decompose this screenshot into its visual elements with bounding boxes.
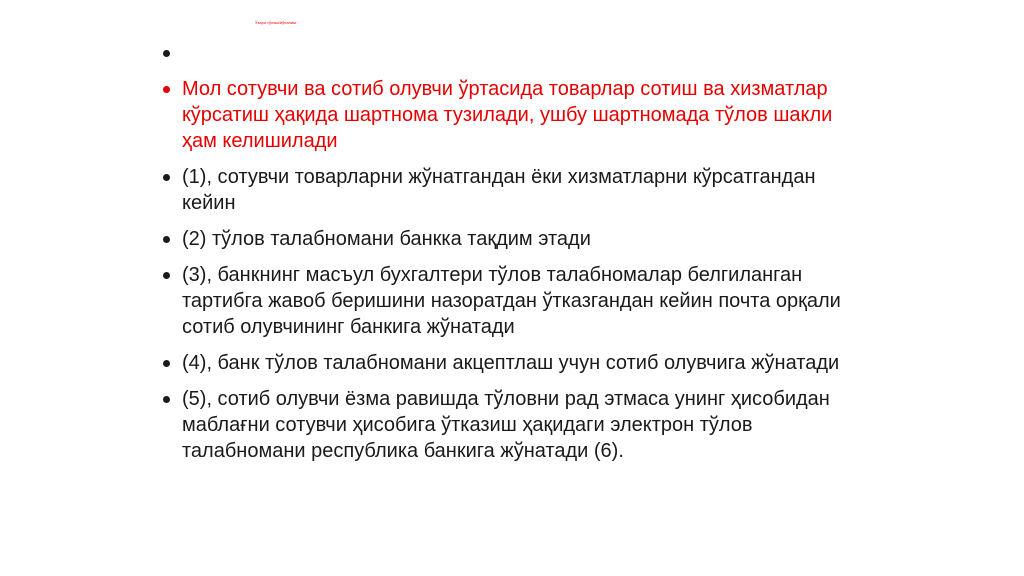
bullet-step-1 xyxy=(160,164,860,216)
bullet-dot-icon xyxy=(163,86,170,93)
bullet-dot-icon xyxy=(163,396,170,403)
bullet-step-4 xyxy=(160,350,860,376)
bullet-step-3 xyxy=(160,262,860,340)
bullet-dot-icon xyxy=(163,236,170,243)
bullet-contract xyxy=(160,76,860,154)
bullet-list xyxy=(160,40,860,474)
bullet-dot-icon xyxy=(163,360,170,367)
bullet-text: (2) тўлов талабномани банкка тақдим этади xyxy=(182,228,591,250)
bullet-empty xyxy=(160,40,860,66)
bullet-step-2 xyxy=(160,226,860,252)
bullet-text: (3), банкнинг масъул бухгалтери тўлов талабномалар белгиланган тартибга жавоб беришини назоратдан ўтказгандан кейин почта орқали сотиб олувчининг банкига жўнатади xyxy=(182,264,841,338)
bullet-text: (4), банк тўлов талабномани акцептлаш учун сотиб олувчига жўнатади xyxy=(182,352,840,374)
bullet-text: (1), сотувчи товарларни жўнатгандан ёки хизматларни кўрсатгандан кейин xyxy=(182,166,816,214)
bullet-text: (5), сотиб олувчи ёзма равишда тўловни рад этмаса унинг ҳисобидан маблағни сотувчи ҳисобига ўтказиш ҳақидаги электрон тўлов талабномани республика банкига жўнатади (6). xyxy=(182,388,830,462)
bullet-dot-icon xyxy=(163,174,170,181)
bullet-dot-icon xyxy=(163,272,170,279)
bullet-text: Мол сотувчи ва сотиб олувчи ўртасида товарлар сотиш ва хизматлар кўрсатиш ҳақида шартнома тузилади, ушбу шартномада тўлов шакли ҳам келишилади xyxy=(182,78,833,152)
bullet-dot-icon xyxy=(163,50,170,57)
bullet-step-5 xyxy=(160,386,860,464)
slide-title: Ўзаро тўлаш/йўналиш xyxy=(255,20,297,25)
